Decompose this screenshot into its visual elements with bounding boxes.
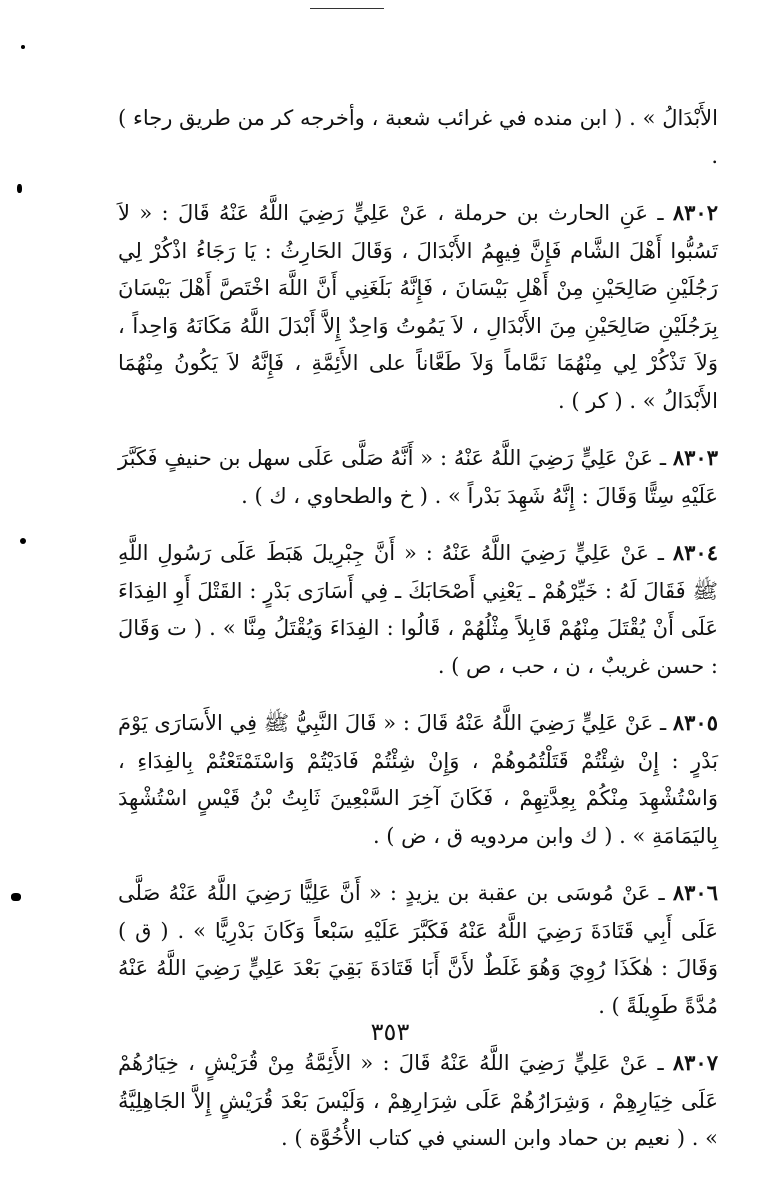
hadith-8302 xyxy=(118,194,718,420)
page-body xyxy=(118,100,718,1177)
margin-mark xyxy=(20,538,26,544)
hadith-text: ـ عَنْ عَلِيٍّ رَضِيَ اللَّهُ عَنْهُ قَالَ : « قَالَ النَّبِيُّ ﷺ فِي الأَسَارَى يَوْمَ بَدْرٍ : إِنْ شِئْتُمْ قَتَلْتُمُوهُمْ ، وَإِنْ شِئْتُمْ فَادَيْتُمْ وَاسْتَمْتَعْتُمْ بِالفِدَاءِ ، وَاسْتُشْهِدَ مِنْكُمْ بِعِدَّتِهِمْ ، فَكَانَ آخِرَ السَّبْعِينَ ثَابِتُ بْنُ قَيْسٍ اسْتُشْهِدَ بِاليَمَامَةِ » . ( ك وابن مردويه ق ، ض ) . xyxy=(118,711,718,848)
hadith-number: ٨٣٠٤ xyxy=(672,540,718,565)
page-number: ٣٥٣ xyxy=(370,1018,410,1046)
hadith-8307 xyxy=(118,1044,718,1158)
margin-mark xyxy=(11,893,21,901)
margin-mark xyxy=(17,184,22,193)
hadith-text: ـ عَنْ مُوسَى بن عقبة بن يزيدٍ : « أَنَّ عَلِيًّا رَضِيَ اللَّهُ عَنْهُ صَلَّى عَلَى أَبِي قَتَادَةَ رَضِيَ اللَّهُ عَنْهُ فَكَبَّرَ عَلَيْهِ سَبْعاً وَكَانَ بَدْرِيًّا » . ( ق ) وَقَالَ : هٰكَذَا رُوِيَ وَهُوَ غَلَطٌ لأَنَّ أَبَا قَتَادَةَ بَقِيَ بَعْدَ عَلِيٍّ رَضِيَ اللَّهُ عَنْهُ مُدَّةً طَوِيلَةً ) . xyxy=(118,881,718,1018)
hadith-8303 xyxy=(118,439,718,515)
paragraph-text: الأَبْدَالُ » . ( ابن منده في غرائب شعبة ، وأخرجه كر من طريق رجاء ) . xyxy=(118,106,718,168)
hadith-text: ـ عَنْ عَلِيٍّ رَضِيَ اللَّهُ عَنْهُ : « أَنَّ جِبْرِيلَ هَبَطَ عَلَى رَسُولِ اللَّهِ ﷺ فَقَالَ لَهُ : خَيِّرْهُمْ ـ يَعْنِي أَصْحَابَكَ ـ فِي أَسَارَى بَدْرٍ : القَتْلَ أَوِ الفِدَاءَ عَلَى أَنْ يُقْتَلَ مِنْهُمْ قَابِلاً مِثْلُهُمْ ، قَالُوا : الفِدَاءَ وَيُقْتَلُ مِنَّا » . ( ت وَقَالَ : حسن غريبٌ ، ن ، حب ، ص ) . xyxy=(118,541,718,678)
paragraph-continuation xyxy=(118,100,718,175)
hadith-number: ٨٣٠٥ xyxy=(672,710,718,735)
margin-mark xyxy=(21,45,25,49)
hadith-number: ٨٣٠٧ xyxy=(672,1050,718,1075)
top-rule xyxy=(310,8,384,9)
hadith-text: ـ عَنْ عَلِيٍّ رَضِيَ اللَّهُ عَنْهُ قَالَ : « الأَئِمَّةُ مِنْ قُرَيْشٍ ، خِيَارُهُمْ عَلَى خِيَارِهِمْ ، وَشِرَارُهُمْ عَلَى شِرَارِهِمْ ، وَلَيْسَ بَعْدَ قُرَيْشٍ إِلاَّ الجَاهِلِيَّةُ » . ( نعيم بن حماد وابن السني في كتاب الأُخُوَّة ) . xyxy=(118,1051,718,1150)
hadith-8306 xyxy=(118,874,718,1025)
hadith-8304 xyxy=(118,534,718,685)
hadith-text: ـ عَنْ عَلِيٍّ رَضِيَ اللَّهُ عَنْهُ : « أَنَّهُ صَلَّى عَلَى سهل بن حنيفٍ فَكَبَّرَ عَلَيْهِ سِتًّا وَقَالَ : إِنَّهُ شَهِدَ بَدْراً » . ( خ والطحاوي ، ك ) . xyxy=(118,446,718,508)
hadith-number: ٨٣٠٣ xyxy=(672,445,718,470)
hadith-number: ٨٣٠٢ xyxy=(672,200,718,225)
hadith-text: ـ عَنِ الحارث بن حرملة ، عَنْ عَلِيٍّ رَضِيَ اللَّهُ عَنْهُ قَالَ : « لاَ تَسُبُّوا أَهْلَ الشَّام فَإِنَّ فِيهِمُ الأَبْدَالَ ، وَقَالَ الحَارِثُ : يَا رَجَاءُ اذْكُرْ لِي رَجُلَيْنِ صَالِحَيْنِ مِنْ أَهْلِ بَيْسَانَ ، فَإِنَّهُ بَلَغَنِي أَنَّ اللَّهَ اخْتَصَّ أَهْلَ بَيْسَانَ بِرَجُلَيْنِ صَالِحَيْنِ مِنَ الأَبْدَالِ ، لاَ يَمُوتُ وَاحِدٌ إِلاَّ أَبْدَلَ اللَّهُ مَكَانَهُ وَاحِداً ، وَلاَ تَذْكُرْ لِي مِنْهُمَا نَمَّاماً وَلاَ طَعَّاناً على الأَئِمَّةِ ، فَإِنَّهُ لاَ يَكُونُ مِنْهُمَا الأَبْدَالُ » . ( كر ) . xyxy=(118,201,718,413)
hadith-8305 xyxy=(118,704,718,855)
hadith-number: ٨٣٠٦ xyxy=(672,880,718,905)
